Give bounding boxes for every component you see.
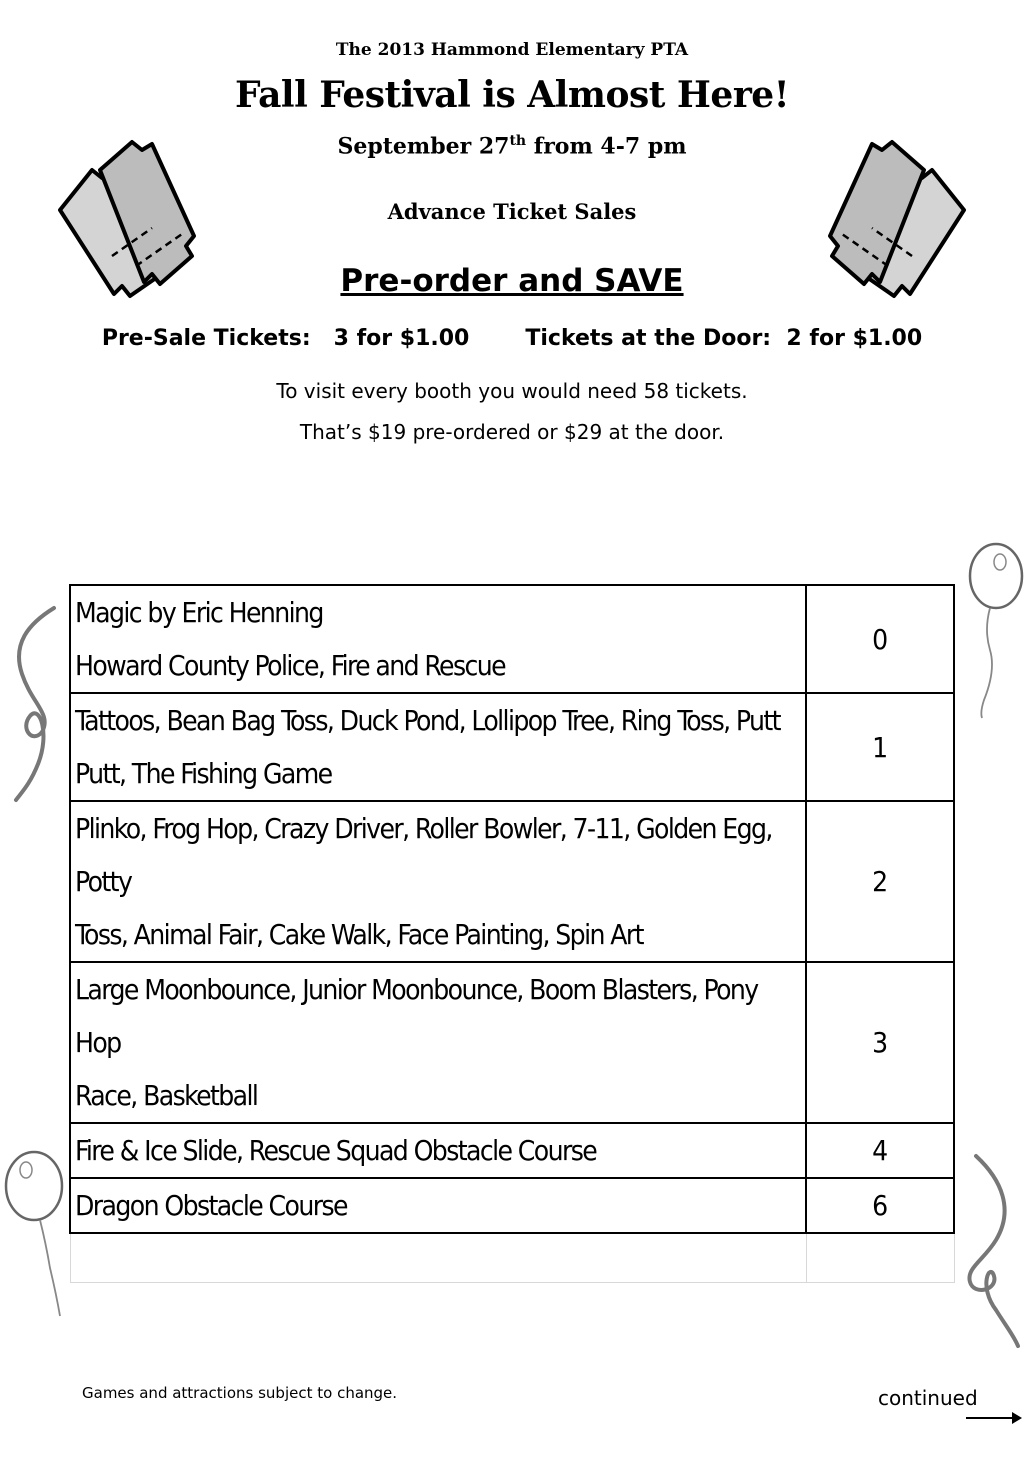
page-title: Fall Festival is Almost Here! (234, 74, 790, 116)
ribbon-icon (8, 604, 58, 804)
door-price: Tickets at the Door: 2 for $1.00 (525, 326, 923, 351)
ticket-count: 6 (806, 1178, 954, 1233)
empty-cell (806, 1233, 954, 1283)
balloon-icon (960, 540, 1024, 720)
table-row (70, 1123, 954, 1178)
booth-names (70, 693, 806, 801)
booth-names (70, 1123, 806, 1178)
ticket-count: 1 (806, 693, 954, 801)
booth-names (70, 1178, 806, 1233)
balloon-icon (0, 1148, 70, 1318)
ticket-icon (822, 138, 972, 300)
booth-line: Race, Basketball (75, 1079, 258, 1112)
footnote: Games and attractions subject to change. (82, 1384, 398, 1402)
booth-line: Large Moonbounce, Junior Moonbounce, Boom Blasters, Pony Hop (75, 973, 758, 1059)
booth-names (70, 585, 806, 693)
booth-ticket-table (69, 584, 955, 1283)
table-row (70, 585, 954, 693)
booth-line: Plinko, Frog Hop, Crazy Driver, Roller Bowler, 7-11, Golden Egg, Potty (75, 812, 772, 898)
booth-line: Toss, Animal Fair, Cake Walk, Face Painting, Spin Art (75, 918, 643, 951)
booth-line: Magic by Eric Henning (75, 596, 323, 629)
ribbon-icon (962, 1150, 1022, 1350)
booth-line: Dragon Obstacle Course (75, 1189, 347, 1222)
advance-sales-heading: Advance Ticket Sales (387, 199, 637, 224)
booth-line: Tattoos, Bean Bag Toss, Duck Pond, Lollipop Tree, Ring Toss, Putt (75, 704, 780, 737)
table-row (70, 693, 954, 801)
date-superscript: th (509, 133, 527, 149)
date-prefix: September 27 (337, 133, 510, 160)
ticket-count: 4 (806, 1123, 954, 1178)
empty-table-row (70, 1233, 954, 1283)
presale-price: Pre-Sale Tickets: 3 for $1.00 (101, 326, 470, 351)
booth-names (70, 801, 806, 962)
preorder-heading: Pre-order and SAVE (340, 263, 684, 299)
continued-label: continued (878, 1386, 978, 1410)
pricing-line (0, 326, 1024, 351)
booth-names (70, 962, 806, 1123)
ticket-count: 2 (806, 801, 954, 962)
booth-line: Putt, The Fishing Game (75, 757, 332, 790)
booth-line: Howard County Police, Fire and Rescue (75, 649, 505, 682)
arrow-right-icon (964, 1410, 1024, 1426)
organization-line: The 2013 Hammond Elementary PTA (335, 40, 689, 60)
table-row (70, 962, 954, 1123)
table-row (70, 801, 954, 962)
info-line-1: To visit every booth you would need 58 tickets. (276, 379, 748, 403)
date-suffix: from 4-7 pm (526, 133, 687, 160)
info-line-2: That’s $19 pre-ordered or $29 at the door. (299, 420, 725, 444)
ticket-count: 0 (806, 585, 954, 693)
table-row (70, 1178, 954, 1233)
empty-cell (70, 1233, 806, 1283)
ticket-count: 3 (806, 962, 954, 1123)
booth-line: Fire & Ice Slide, Rescue Squad Obstacle Course (75, 1134, 597, 1167)
ticket-icon (52, 138, 202, 300)
